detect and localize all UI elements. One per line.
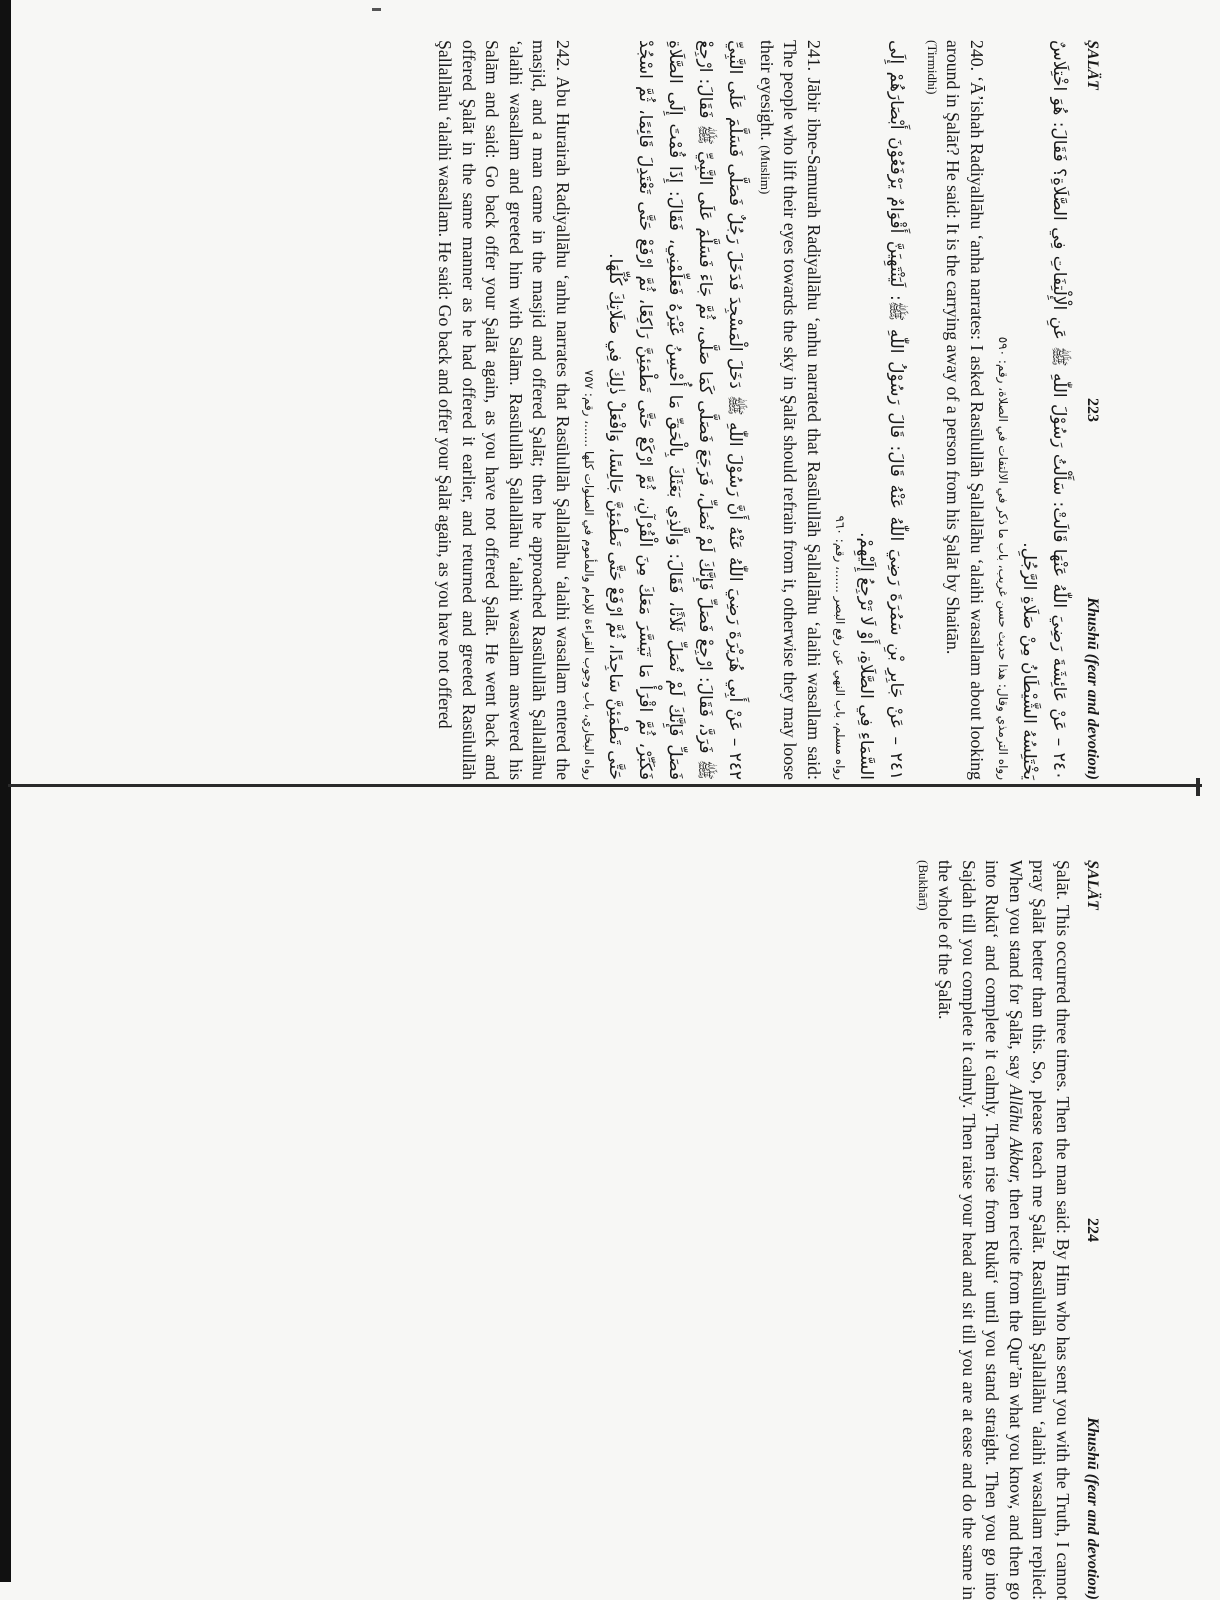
hadith-240-english: 240. ‘Ā’ishah Radiyallāhu ‘anha narrates: I asked Rasūlullāh Şallallāhu ‘alaihi wasallam about looking around in Şalāt? He said: It is the carrying away of a person from his Şalāt by Shaitān.: [943, 40, 987, 780]
running-head-left: ŞALÄT: [1084, 40, 1101, 90]
hadith-240-arabic: ٢٤٠ – عَنْ عَائِشَةَ رَضِيَ اللّٰهُ عَنْهَا قَالَتْ: سَأَلْتُ رَسُوْلَ اللّٰهِ ﷺ عَنِ الْإِلْتِفَاتِ فِي الصَّلَاةِ؟ فَقَالَ: هُوَ اخْتِلَاسٌ يَخْتَلِسُهُ الشَّيْطَانُ مِنْ صَلَاةِ الرَّجُلِ.: [1019, 40, 1069, 780]
hadith-240-arabic-source: رواه الترمذي وقال: هذا حديث حسن غريب، باب ما ذكر في الالتفات في الصلاة، رقم: ٥٩٠: [996, 336, 1010, 780]
hadith-241-english-text: 241. Jābir ibne-Samurah Radiyallāhu ‘anhu narrated that Rasūlullāh Şallallāhu ‘alaihi wasallam said: The people who lift their eyes towards the sky in Şalāt should refrain from it, otherwise they may loose their eyesight.: [756, 40, 824, 780]
running-head-right: Khushū (fear and devotion): [1084, 1417, 1101, 1600]
page-header: [1078, 40, 1104, 780]
page-number: 224: [1084, 1218, 1101, 1242]
page-number: 223: [1084, 398, 1101, 422]
page-header: [1078, 860, 1104, 1600]
hadith-242-continuation: [932, 860, 1074, 1600]
hadith-242-english: 242. Abu Hurairah Radiyallāhu ‘anhu narrates that Rasūlullāh Şallallāhu ‘alaihi wasallam entered the masjid, and a man came in the masjid and offered Şalāt; then he approached Rasūlullāh Şallallāhu ‘alaihi wasallam and greeted him with Salām. Rasūlullāh Şallallāhu ‘alaihi wasallam answered his Salām and said: Go back offer your Şalāt again, as you have not offered Şalāt. He went back and offered Şalāt in the same manner as he had offered it earlier, and returned and greeted Rasūlullāh Şallallāhu ‘alaihi wasallam. He said: Go back and offer your Şalāt again, as you have not offered: [435, 40, 574, 780]
running-head-right: Khushū (fear and devotion): [1084, 597, 1101, 780]
hadith-241-reference: (Muslim): [757, 145, 773, 195]
fold-tick: [1196, 778, 1200, 796]
hadith-242-arabic-source: رواه البخاري، باب وجوب القراءة للإمام والمأموم في الصلوات كلها ......، رقم: ٧٥٧: [582, 369, 597, 780]
hadith-241-english: [754, 40, 825, 780]
continuation-part2: then recite from the Qur’ān what you know, and then go into Rukū‘ and complete it calmly. Then rise from Rukū‘ until you stand straight. Then you go into Sajdah till you complete it calmly. Then raise your head and sit till you are at ease and do the same in the whole of the Şalāt.: [935, 860, 1026, 1600]
scan-mark: [372, 8, 381, 11]
hadith-240-reference: (Tirmidhi): [924, 40, 940, 95]
page-fold-line: [8, 784, 1202, 787]
running-head-left: ŞALÄT: [1084, 860, 1101, 910]
page-223: [0, 40, 1104, 780]
hadith-241-arabic: ٢٤١ – عَنْ جَابِرِ بْنِ سَمُرَةَ رَضِيَ اللّٰهُ عَنْهُ قَالَ: قَالَ رَسُوْلُ اللّٰهِ ﷺ: لَيَنْتَهِيَنَّ أَقْوَامٌ يَرْفَعُوْنَ أَبْصَارَهُمْ إِلَى السَّمَاءِ فِي الصَّلَاةِ، أَوْ لَا تَرْجِعُ إِلَيْهِمْ.: [855, 40, 906, 780]
takbir: Allāhu Akbar,: [1005, 1084, 1026, 1184]
hadith-241-arabic-source: رواه مسلم، باب النهي عن رفع البصر ......، رقم: ٩٦٠: [832, 515, 847, 780]
page-224: [0, 860, 1104, 1600]
continuation-reference: (Bukhārī): [916, 860, 932, 911]
continuation-part1: Şalāt. This occurred three times. Then the man said: By Him who has sent you with the Truth, I cannot pray Şalāt better than this. So, please teach me Şalāt. Rasūlullāh Şallallāhu ‘alaihi wasallam replied: When you stand for Şalāt, say: [1005, 860, 1073, 1600]
hadith-242-arabic: ٢٤٢ – عَنْ أَبِي هُرَيْرَةَ رَضِيَ اللّٰهُ عَنْهُ أَنَّ رَسُوْلَ اللّٰهِ ﷺ دَخَلَ الْمَسْجِدَ فَدَخَلَ رَجُلٌ فَصَلَّى فَسَلَّمَ عَلَى النَّبِيِّ ﷺ فَرَدَّ، فَقَالَ: ارْجِعْ فَصَلِّ فَإِنَّكَ لَمْ تُصَلِّ، فَرَجَعَ فَصَلَّى كَمَا صَلَّى، ثُمَّ جَاءَ فَسَلَّمَ عَلَى النَّبِيِّ ﷺ فَقَالَ: ارْجِعْ فَصَلِّ فَإِنَّكَ لَمْ تُصَلِّ ثَلَاثًا، فَقَالَ: وَالَّذِي بَعَثَكَ بِالْحَقِّ مَا أُحْسِنُ غَيْرَهُ فَعَلِّمْنِي، فَقَالَ: إِذَا قُمْتَ إِلَى الصَّلَاةِ فَكَبِّرْ، ثُمَّ اقْرَأْ مَا تَيَسَّرَ مَعَكَ مِنَ الْقُرْآنِ، ثُمَّ ارْكَعْ حَتَّى تَطْمَئِنَّ رَاكِعًا، ثُمَّ ارْفَعْ حَتَّى تَعْتَدِلَ قَائِمًا، ثُمَّ اسْجُدْ حَتَّى تَطْمَئِنَّ سَاجِدًا، ثُمَّ ارْفَعْ حَتَّى تَطْمَئِنَّ جَالِسًا، وَافْعَلْ ذٰلِكَ فِي صَلَاتِكَ كُلِّهَا.: [605, 40, 746, 780]
